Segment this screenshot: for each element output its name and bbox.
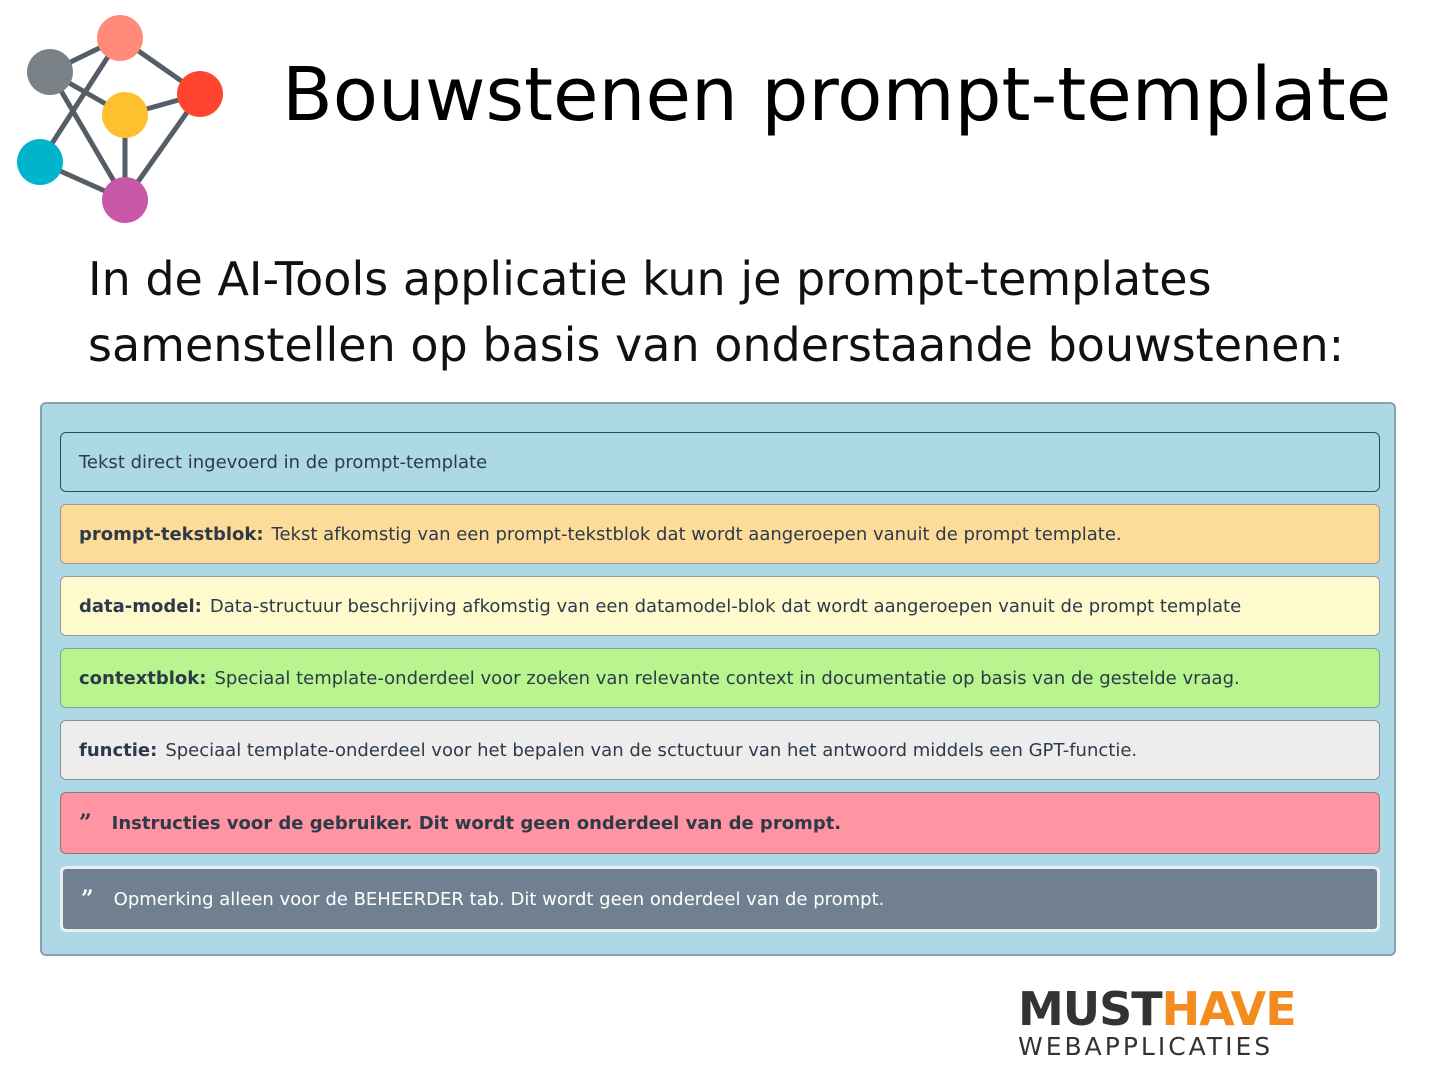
logo-node-gray (27, 49, 73, 95)
block-text: Data-structuur beschrijving afkomstig van een datamodel-blok dat wordt aangeroepen vanuit de prompt template (209, 595, 1242, 617)
block-contextblok (60, 648, 1380, 708)
building-blocks-panel (40, 402, 1396, 956)
logo-node-cyan (17, 139, 63, 185)
block-text: Speciaal template-onderdeel voor het bepalen van de sctuctuur van het antwoord middels een GPT-functie. (165, 739, 1138, 761)
block-text: Opmerking alleen voor de BEHEERDER tab. Dit wordt geen onderdeel van de prompt. (113, 888, 885, 910)
logo-node-salmon (97, 15, 143, 61)
network-logo-icon (10, 10, 240, 230)
block-user-instructions (60, 792, 1380, 854)
block-direct-text (60, 432, 1380, 492)
subtitle-line-2: samenstellen op basis van onderstaande bouwstenen: (88, 318, 1345, 372)
brand-part-have: HAVE (1161, 982, 1296, 1036)
logo-node-red (177, 71, 223, 117)
page-subtitle (88, 246, 1388, 378)
brand-wordmark (1018, 984, 1318, 1034)
block-admin-remark (60, 866, 1380, 932)
block-prompt-tekstblok (60, 504, 1380, 564)
page-title: Bouwstenen prompt-template (282, 52, 1392, 138)
logo-node-magenta (102, 177, 148, 223)
block-text: Tekst direct ingevoerd in de prompt-template (79, 451, 488, 473)
block-label: contextblok: (79, 667, 207, 689)
block-text: Speciaal template-onderdeel voor zoeken van relevante context in documentatie op basis van de gestelde vraag. (214, 667, 1240, 689)
quote-icon: ” (81, 886, 92, 912)
block-functie (60, 720, 1380, 780)
block-text: Instructies voor de gebruiker. Dit wordt geen onderdeel van de prompt. (111, 812, 842, 834)
block-data-model (60, 576, 1380, 636)
brand-part-must: MUST (1018, 982, 1162, 1036)
quote-icon: ” (79, 810, 90, 836)
block-label: prompt-tekstblok: (79, 523, 264, 545)
block-text: Tekst afkomstig van een prompt-tekstblok dat wordt aangeroepen vanuit de prompt template. (271, 523, 1122, 545)
brand-tagline: WEBAPPLICATIES (1018, 1032, 1274, 1061)
block-label: functie: (79, 739, 158, 761)
subtitle-line-1: In de AI-Tools applicatie kun je prompt-templates (88, 252, 1212, 306)
block-label: data-model: (79, 595, 202, 617)
logo-node-yellow (102, 92, 148, 138)
brand-logo (1018, 984, 1318, 1060)
